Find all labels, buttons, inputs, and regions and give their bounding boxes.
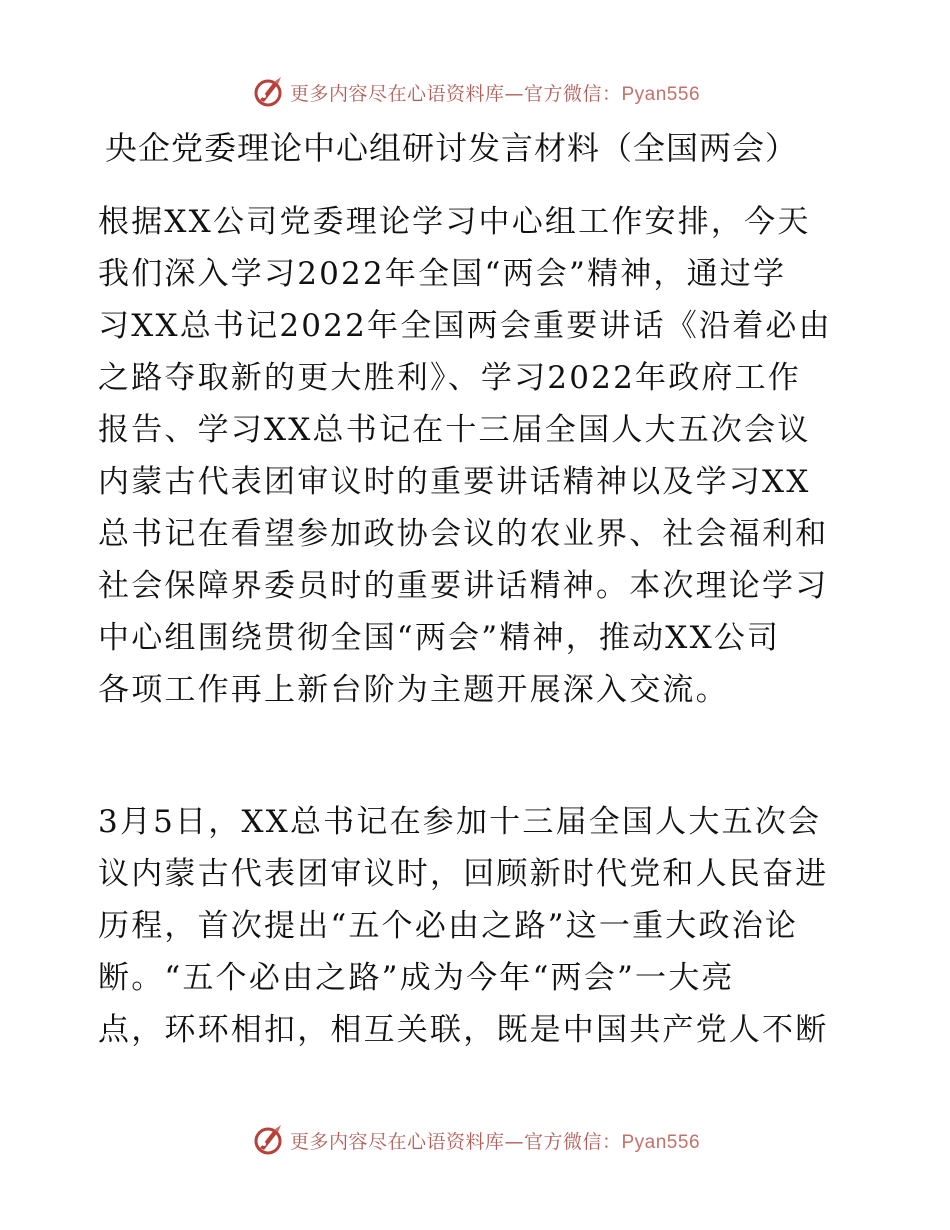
quill-pen-circle-icon — [250, 74, 286, 110]
text-line: 断。“五个必由之路”成为今年“两会”一大亮 — [98, 960, 735, 996]
text-line: 议内蒙古代表团审议时，回顾新时代党和人民奋进 — [98, 856, 829, 892]
text-line: 内蒙古代表团审议时的重要讲话精神以及学习XX — [98, 464, 811, 500]
text-line: 社会保障界委员时的重要讲话精神。本次理论学习 — [98, 568, 829, 604]
text-line: 总书记在看望参加政协会议的农业界、社会福利和 — [98, 516, 829, 552]
text-line: 报告、学习XX总书记在十三届全国人大五次会议 — [98, 412, 811, 448]
text-line: 3月5日，XX总书记在参加十三届全国人大五次会 — [98, 804, 822, 840]
quill-pen-circle-icon — [250, 1122, 286, 1158]
banner-text: 更多内容尽在心语资料库—官方微信：Pyan556 — [289, 82, 701, 105]
footer-banner — [0, 1120, 950, 1160]
text-line: 习XX总书记2022年全国两会重要讲话《沿着必由 — [98, 308, 832, 344]
text-line: 历程，首次提出“五个必由之路”这一重大政治论 — [98, 908, 799, 944]
text-line: 中心组围绕贯彻全国“两会”精神，推动XX公司 — [98, 620, 781, 656]
wechat-id: Pyan556 — [621, 1131, 701, 1153]
document-title: 央企党委理论中心组研讨发言材料（全国两会） — [105, 129, 799, 167]
banner-text: 更多内容尽在心语资料库—官方微信：Pyan556 — [289, 1130, 701, 1153]
paragraph-2 — [98, 796, 858, 1056]
paragraph-1 — [98, 196, 858, 716]
text-line: 点，环环相扣，相互关联，既是中国共产党人不断 — [98, 1012, 829, 1048]
text-line: 根据XX公司党委理论学习中心组工作安排，今天 — [98, 204, 811, 240]
text-line: 之路夺取新的更大胜利》、学习2022年政府工作 — [98, 360, 801, 396]
text-line: 我们深入学习2022年全国“两会”精神，通过学 — [98, 256, 787, 292]
text-line: 各项工作再上新台阶为主题开展深入交流。 — [98, 672, 729, 708]
wechat-id: Pyan556 — [621, 83, 701, 105]
header-banner — [0, 72, 950, 112]
